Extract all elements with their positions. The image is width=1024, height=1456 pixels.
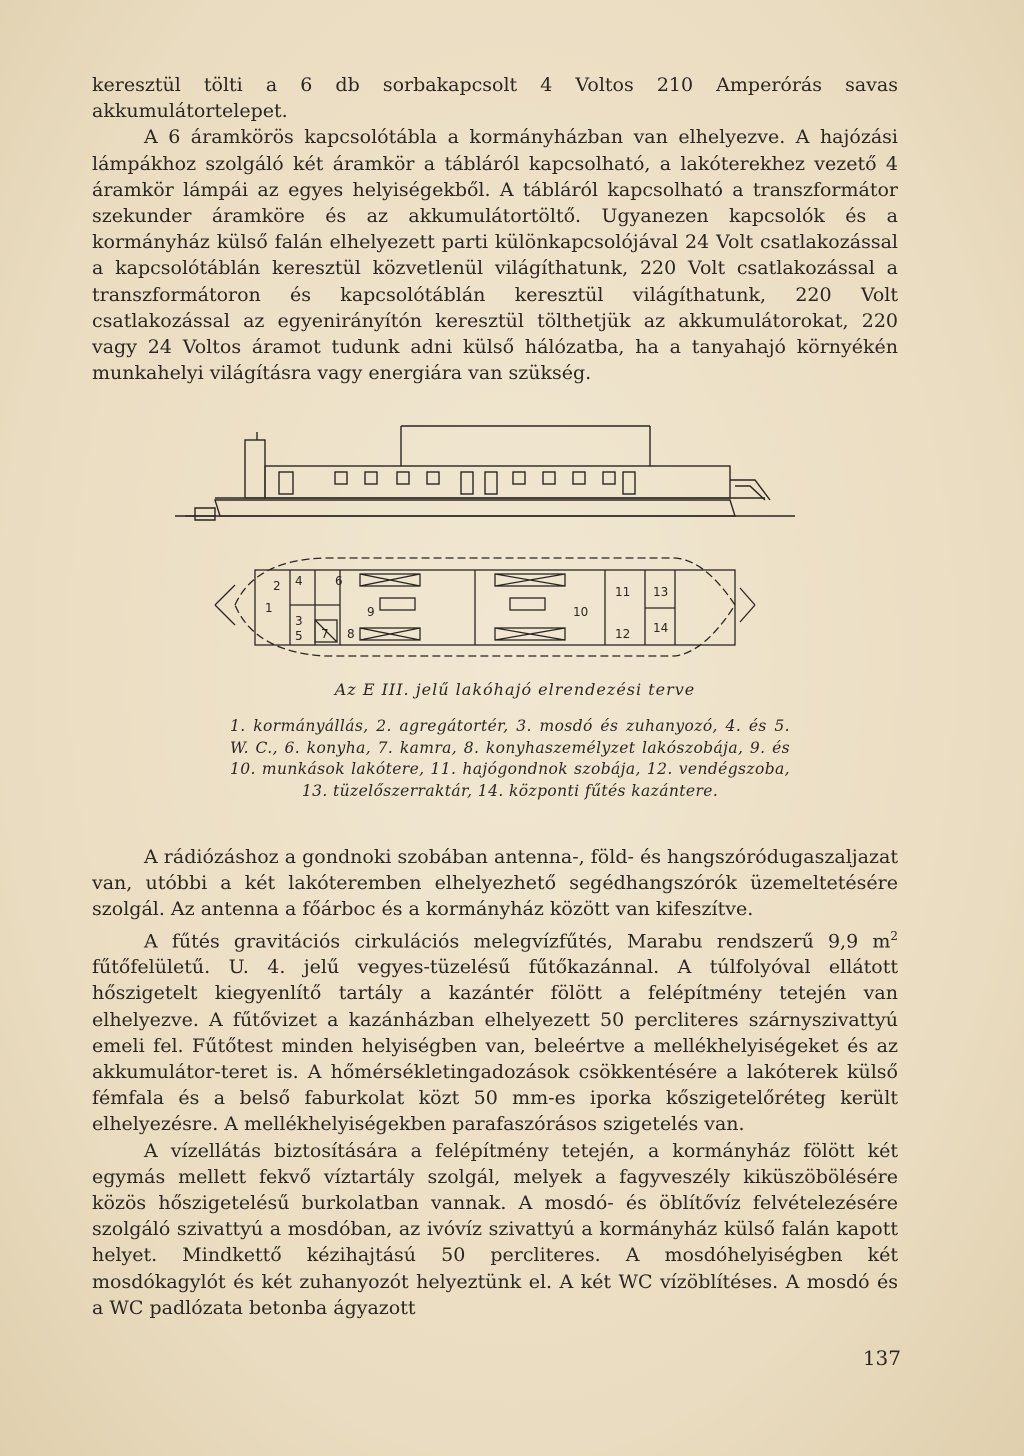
lower-text-block [92,844,898,1321]
upper-text-block [92,72,898,386]
heating-text-rest: fűtőfelületű. U. 4. jelű vegyes-tüzelésű fűtőkazánnal. A túlfolyóval ellátott hőszigetelt kiegyenlítő tartály a kazántér fölött a felépítmény tetején van elhelyezve. A fűtővizet a kazánházban elhelyezett 50 percliteres szárnyszivattyú emeli fel. Fűtőtest minden helyiségben van, beleértve a mellékhelyiségeket és az akkumulátor-teret is. A hőmérsékletingadozások csökkentésére a lakóterek külső fémfala és a belső faburkolat közt 50 mm-es iporka kőszigetelőréteg került elhelyezésre. A mellékhelyiségekben parafaszórásos szigetelés van. [92,956,898,1136]
room-label-4: 4 [295,574,303,588]
heating-text-start: A fűtés gravitációs cirkulációs melegvízfűtés, Marabu rendszerű 9,9 m [144,929,891,952]
plan-room-numbers [265,574,668,643]
bow-structure [730,480,770,500]
paragraph-switchboard: A 6 áramkörös kapcsolótábla a kormányházban van elhelyezve. A hajózási lámpákhoz szolgáló két áramkör a tábláról kapcsolható, a lakóterekhez vezető 4 áramkör lámpái az egyes helyiségekből. A tábláról kapcsolható a transzformátor szekunder áramköre és az akkumulátortöltő. Ugyanezen kapcsolók és a kormányház külső falán elhelyezett parti különkapcsolójával 24 Volt csatlakozással a kapcsolótáblán keresztül közvetlenül világíthatunk, 220 Volt csatlakozással a transzformátoron és kapcsolótáblán keresztül világíthatunk, 220 Volt csatlakozással az egyenirányítón keresztül tölthetjük az akkumulátorokat, 220 vagy 24 Voltos áramot tudunk adni külső hálózatba, ha a tanyahajó környékén munkahelyi világításra vagy energiára van szükség. [92,126,898,385]
paragraph-continuation: keresztül tölti a 6 db sorbakapcsolt 4 Voltos 210 Amperórás savas akkumulátortelepet. [92,74,898,123]
room-label-14: 14 [653,621,669,635]
room-label-11: 11 [615,585,631,599]
room-label-3: 3 [295,614,303,628]
room-label-7: 7 [321,627,329,641]
wheelhouse [245,440,265,498]
room-label-8: 8 [347,627,355,641]
room-label-13: 13 [653,585,669,599]
room-label-9: 9 [367,605,375,619]
room-label-5: 5 [295,629,303,643]
room-label-2: 2 [273,579,281,593]
side-elevation [175,426,795,520]
square-unit-superscript: 2 [890,928,898,943]
room-label-1: 1 [265,601,273,615]
hull-outline [215,500,735,516]
paragraph-heating [92,923,898,1138]
room-label-6: 6 [335,574,343,588]
windows-row [279,472,635,494]
page-number: 137 [862,1346,901,1370]
hull-plan-outline [235,558,735,656]
figure-caption-title: Az E III. jelű lakóhajó elrendezési terve [334,680,696,699]
figure-legend: 1. kormányállás, 2. agregátortér, 3. mosdó és zuhanyozó, 4. és 5. W. C., 6. konyha, 7. kamra, 8. konyhaszemélyzet lakószobája, 9. és 10. munkások lakótere, 11. hajógondnok szobája, 12. vendégszoba, 13. tüzelőszerraktár, 14. központi fűtés kazántere. [230,717,790,800]
paragraph-radio: A rádiózáshoz a gondnoki szobában antenna-, föld- és hangszóródugaszaljazat van, utóbbi a két lakóteremben elhelyezhető segédhangszórók üzemeltetésére szolgál. Az antenna a főárboc és a kormányház között van kifeszítve. [92,846,898,921]
paragraph-water-supply: A vízellátás biztosítására a felépítmény tetején, a kormányház fölött két egymás mellett fekvő víztartály szolgál, melyek a fagyveszély kiküszöbölésére közös hőszigetelésű burkolatban vannak. A mosdó- és öblítővíz felvételezésére szolgáló szivattyú a mosdóban, az ivóvíz szivattyú a kormányház külső falán kapott helyet. Mindkettő kézihajtású 50 percliteres. A mosdóhelyiségben két mosdókagylót és két zuhanyozót helyeztünk el. A két WC vízöblítéses. A mosdó és a WC padlózata betonba ágyazott [92,1139,898,1319]
houseboat-layout-drawing [175,420,815,680]
room-label-12: 12 [615,627,631,641]
room-label-10: 10 [573,605,589,619]
